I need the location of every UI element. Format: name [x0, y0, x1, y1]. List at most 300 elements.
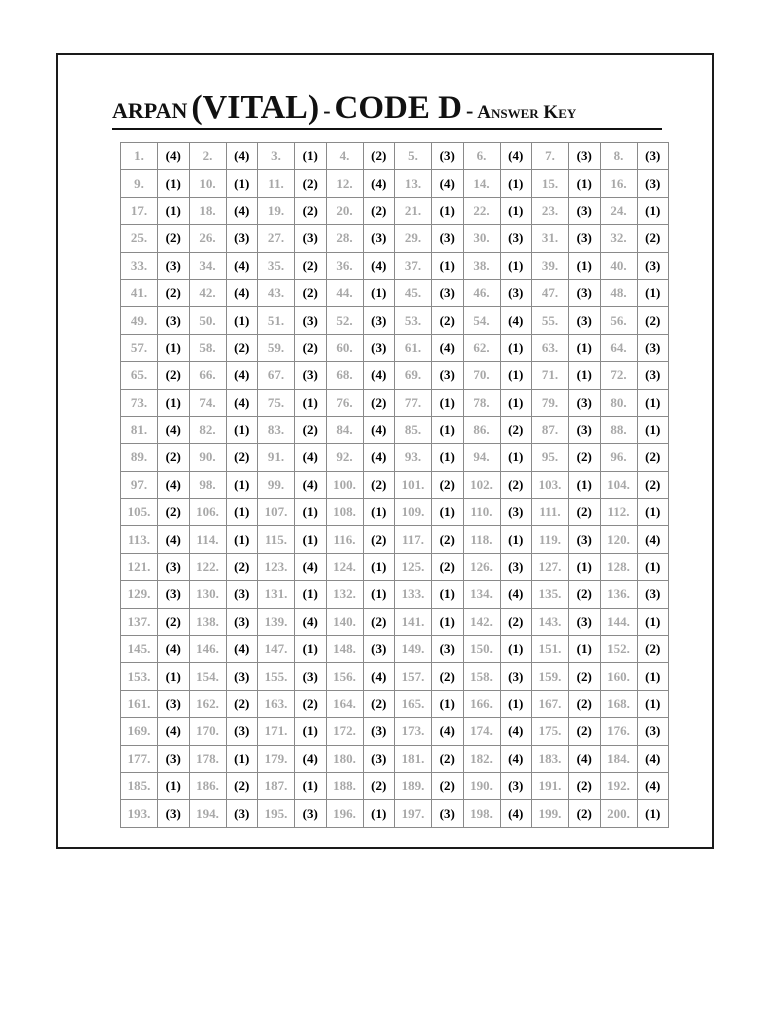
question-number: 141.	[395, 608, 432, 635]
question-number: 127.	[532, 553, 569, 580]
question-number: 17.	[121, 197, 158, 224]
question-number: 48.	[600, 279, 637, 306]
title-arpan: ARPAN	[112, 98, 188, 123]
table-row	[121, 471, 669, 498]
question-number: 123.	[258, 553, 295, 580]
question-number: 110.	[463, 499, 500, 526]
title-answer-key: Answer Key	[477, 102, 577, 123]
answer-cell: (2)	[295, 334, 327, 361]
question-number: 85.	[395, 416, 432, 443]
answer-cell: (2)	[432, 745, 464, 772]
question-number: 90.	[189, 444, 226, 471]
question-number: 133.	[395, 581, 432, 608]
question-number: 199.	[532, 800, 569, 827]
question-number: 176.	[600, 718, 637, 745]
question-number: 35.	[258, 252, 295, 279]
question-number: 82.	[189, 416, 226, 443]
question-number: 148.	[326, 636, 363, 663]
answer-cell: (3)	[432, 362, 464, 389]
answer-cell: (1)	[637, 197, 669, 224]
question-number: 9.	[121, 170, 158, 197]
answer-cell: (1)	[226, 307, 258, 334]
answer-cell: (1)	[363, 800, 395, 827]
answer-cell: (3)	[432, 279, 464, 306]
question-number: 13.	[395, 170, 432, 197]
table-row	[121, 499, 669, 526]
answer-cell: (2)	[432, 772, 464, 799]
answer-cell: (4)	[363, 252, 395, 279]
page-title	[112, 88, 662, 130]
question-number: 172.	[326, 718, 363, 745]
question-number: 71.	[532, 362, 569, 389]
table-row	[121, 334, 669, 361]
question-number: 42.	[189, 279, 226, 306]
question-number: 171.	[258, 718, 295, 745]
answer-cell: (2)	[569, 690, 601, 717]
question-number: 70.	[463, 362, 500, 389]
answer-cell: (3)	[158, 690, 190, 717]
answer-cell: (2)	[637, 636, 669, 663]
table-row	[121, 170, 669, 197]
question-number: 173.	[395, 718, 432, 745]
question-number: 81.	[121, 416, 158, 443]
question-number: 101.	[395, 471, 432, 498]
question-number: 57.	[121, 334, 158, 361]
answer-cell: (3)	[158, 581, 190, 608]
answer-cell: (4)	[363, 416, 395, 443]
answer-cell: (1)	[158, 170, 190, 197]
question-number: 6.	[463, 143, 500, 170]
answer-cell: (1)	[500, 170, 532, 197]
question-number: 168.	[600, 690, 637, 717]
answer-cell: (1)	[295, 581, 327, 608]
question-number: 155.	[258, 663, 295, 690]
answer-cell: (3)	[637, 362, 669, 389]
answer-cell: (1)	[226, 499, 258, 526]
question-number: 111.	[532, 499, 569, 526]
table-row	[121, 718, 669, 745]
answer-cell: (2)	[637, 471, 669, 498]
question-number: 160.	[600, 663, 637, 690]
question-number: 183.	[532, 745, 569, 772]
answer-cell: (2)	[295, 197, 327, 224]
question-number: 136.	[600, 581, 637, 608]
question-number: 159.	[532, 663, 569, 690]
answer-cell: (3)	[569, 197, 601, 224]
title-dash: -	[465, 98, 474, 123]
question-number: 95.	[532, 444, 569, 471]
answer-cell: (2)	[295, 170, 327, 197]
question-number: 134.	[463, 581, 500, 608]
question-number: 30.	[463, 225, 500, 252]
answer-cell: (4)	[226, 636, 258, 663]
answer-cell: (1)	[432, 581, 464, 608]
answer-cell: (1)	[637, 690, 669, 717]
answer-cell: (4)	[363, 170, 395, 197]
answer-cell: (4)	[363, 362, 395, 389]
question-number: 115.	[258, 526, 295, 553]
answer-cell: (2)	[363, 526, 395, 553]
question-number: 56.	[600, 307, 637, 334]
question-number: 19.	[258, 197, 295, 224]
question-number: 69.	[395, 362, 432, 389]
answer-cell: (4)	[432, 334, 464, 361]
question-number: 58.	[189, 334, 226, 361]
question-number: 187.	[258, 772, 295, 799]
answer-cell: (3)	[432, 225, 464, 252]
answer-cell: (4)	[295, 444, 327, 471]
question-number: 24.	[600, 197, 637, 224]
question-number: 37.	[395, 252, 432, 279]
answer-cell: (1)	[637, 389, 669, 416]
question-number: 39.	[532, 252, 569, 279]
table-row	[121, 800, 669, 827]
answer-cell: (3)	[432, 143, 464, 170]
answer-cell: (4)	[226, 362, 258, 389]
answer-cell: (1)	[158, 334, 190, 361]
answer-cell: (4)	[432, 718, 464, 745]
question-number: 60.	[326, 334, 363, 361]
question-number: 46.	[463, 279, 500, 306]
question-number: 3.	[258, 143, 295, 170]
answer-cell: (1)	[637, 553, 669, 580]
answer-cell: (1)	[569, 252, 601, 279]
answer-cell: (1)	[363, 553, 395, 580]
question-number: 77.	[395, 389, 432, 416]
answer-cell: (2)	[637, 444, 669, 471]
answer-cell: (1)	[295, 772, 327, 799]
question-number: 121.	[121, 553, 158, 580]
question-number: 62.	[463, 334, 500, 361]
question-number: 186.	[189, 772, 226, 799]
answer-cell: (4)	[158, 416, 190, 443]
question-number: 66.	[189, 362, 226, 389]
question-number: 177.	[121, 745, 158, 772]
answer-cell: (1)	[432, 444, 464, 471]
question-number: 98.	[189, 471, 226, 498]
answer-cell: (1)	[295, 143, 327, 170]
question-number: 67.	[258, 362, 295, 389]
answer-cell: (3)	[637, 252, 669, 279]
question-number: 140.	[326, 608, 363, 635]
question-number: 83.	[258, 416, 295, 443]
question-number: 31.	[532, 225, 569, 252]
table-row	[121, 636, 669, 663]
question-number: 28.	[326, 225, 363, 252]
question-number: 43.	[258, 279, 295, 306]
title-code: CODE D	[334, 90, 462, 126]
answer-cell: (3)	[500, 553, 532, 580]
question-number: 103.	[532, 471, 569, 498]
answer-cell: (2)	[363, 197, 395, 224]
table-row	[121, 444, 669, 471]
question-number: 25.	[121, 225, 158, 252]
question-number: 137.	[121, 608, 158, 635]
answer-cell: (1)	[226, 170, 258, 197]
question-number: 164.	[326, 690, 363, 717]
question-number: 166.	[463, 690, 500, 717]
answer-cell: (3)	[569, 279, 601, 306]
answer-cell: (4)	[432, 170, 464, 197]
answer-cell: (2)	[363, 690, 395, 717]
table-row	[121, 526, 669, 553]
answer-cell: (1)	[226, 526, 258, 553]
answer-cell: (1)	[637, 608, 669, 635]
answer-cell: (1)	[637, 800, 669, 827]
answer-cell: (1)	[363, 499, 395, 526]
question-number: 132.	[326, 581, 363, 608]
answer-cell: (1)	[226, 745, 258, 772]
answer-cell: (2)	[363, 143, 395, 170]
question-number: 124.	[326, 553, 363, 580]
answer-cell: (3)	[295, 663, 327, 690]
question-number: 36.	[326, 252, 363, 279]
question-number: 106.	[189, 499, 226, 526]
question-number: 113.	[121, 526, 158, 553]
question-number: 114.	[189, 526, 226, 553]
answer-cell: (1)	[432, 416, 464, 443]
question-number: 32.	[600, 225, 637, 252]
question-number: 190.	[463, 772, 500, 799]
question-number: 94.	[463, 444, 500, 471]
answer-cell: (1)	[500, 636, 532, 663]
answer-cell: (4)	[158, 143, 190, 170]
answer-cell: (2)	[500, 608, 532, 635]
question-number: 75.	[258, 389, 295, 416]
question-number: 153.	[121, 663, 158, 690]
answer-cell: (3)	[363, 307, 395, 334]
answer-cell: (4)	[569, 745, 601, 772]
question-number: 11.	[258, 170, 295, 197]
question-number: 93.	[395, 444, 432, 471]
answer-cell: (3)	[637, 718, 669, 745]
answer-cell: (1)	[158, 389, 190, 416]
answer-cell: (4)	[363, 444, 395, 471]
question-number: 29.	[395, 225, 432, 252]
question-number: 59.	[258, 334, 295, 361]
answer-cell: (2)	[363, 772, 395, 799]
question-number: 184.	[600, 745, 637, 772]
question-number: 178.	[189, 745, 226, 772]
answer-cell: (2)	[158, 499, 190, 526]
question-number: 192.	[600, 772, 637, 799]
question-number: 163.	[258, 690, 295, 717]
answer-cell: (3)	[226, 581, 258, 608]
answer-cell: (1)	[432, 389, 464, 416]
answer-cell: (2)	[158, 279, 190, 306]
answer-cell: (2)	[569, 663, 601, 690]
question-number: 21.	[395, 197, 432, 224]
question-number: 181.	[395, 745, 432, 772]
question-number: 193.	[121, 800, 158, 827]
answer-cell: (3)	[295, 225, 327, 252]
question-number: 129.	[121, 581, 158, 608]
answer-cell: (2)	[569, 499, 601, 526]
question-number: 156.	[326, 663, 363, 690]
question-number: 146.	[189, 636, 226, 663]
question-number: 49.	[121, 307, 158, 334]
answer-cell: (2)	[295, 690, 327, 717]
question-number: 194.	[189, 800, 226, 827]
answer-cell: (4)	[637, 772, 669, 799]
answer-cell: (1)	[295, 636, 327, 663]
answer-cell: (1)	[569, 362, 601, 389]
answer-cell: (1)	[432, 499, 464, 526]
question-number: 142.	[463, 608, 500, 635]
question-number: 7.	[532, 143, 569, 170]
question-number: 102.	[463, 471, 500, 498]
question-number: 99.	[258, 471, 295, 498]
answer-cell: (1)	[295, 718, 327, 745]
table-row	[121, 663, 669, 690]
answer-cell: (1)	[432, 608, 464, 635]
answer-key-table	[120, 142, 669, 828]
table-row	[121, 416, 669, 443]
answer-cell: (1)	[432, 197, 464, 224]
question-number: 44.	[326, 279, 363, 306]
answer-cell: (4)	[500, 143, 532, 170]
answer-cell: (3)	[569, 608, 601, 635]
question-number: 72.	[600, 362, 637, 389]
answer-cell: (1)	[500, 690, 532, 717]
answer-cell: (1)	[158, 663, 190, 690]
answer-cell: (4)	[226, 143, 258, 170]
question-number: 20.	[326, 197, 363, 224]
answer-cell: (4)	[295, 471, 327, 498]
answer-cell: (1)	[226, 471, 258, 498]
answer-cell: (1)	[295, 499, 327, 526]
question-number: 175.	[532, 718, 569, 745]
question-number: 189.	[395, 772, 432, 799]
answer-cell: (4)	[363, 663, 395, 690]
question-number: 87.	[532, 416, 569, 443]
question-number: 23.	[532, 197, 569, 224]
question-number: 150.	[463, 636, 500, 663]
question-number: 97.	[121, 471, 158, 498]
question-number: 73.	[121, 389, 158, 416]
answer-cell: (3)	[363, 745, 395, 772]
table-row	[121, 772, 669, 799]
answer-cell: (3)	[500, 499, 532, 526]
answer-cell: (2)	[432, 553, 464, 580]
answer-cell: (4)	[500, 581, 532, 608]
answer-cell: (4)	[295, 745, 327, 772]
question-number: 64.	[600, 334, 637, 361]
answer-cell: (3)	[363, 334, 395, 361]
table-row	[121, 389, 669, 416]
question-number: 104.	[600, 471, 637, 498]
question-number: 154.	[189, 663, 226, 690]
answer-cell: (2)	[500, 416, 532, 443]
question-number: 89.	[121, 444, 158, 471]
question-number: 18.	[189, 197, 226, 224]
answer-cell: (1)	[432, 690, 464, 717]
answer-cell: (3)	[569, 526, 601, 553]
answer-cell: (2)	[226, 772, 258, 799]
question-number: 14.	[463, 170, 500, 197]
question-number: 180.	[326, 745, 363, 772]
question-number: 10.	[189, 170, 226, 197]
question-number: 105.	[121, 499, 158, 526]
table-row	[121, 745, 669, 772]
answer-cell: (2)	[569, 800, 601, 827]
answer-cell: (4)	[500, 718, 532, 745]
question-number: 54.	[463, 307, 500, 334]
question-number: 26.	[189, 225, 226, 252]
answer-cell: (2)	[226, 553, 258, 580]
answer-cell: (4)	[226, 389, 258, 416]
question-number: 143.	[532, 608, 569, 635]
answer-cell: (2)	[637, 225, 669, 252]
answer-cell: (2)	[432, 526, 464, 553]
answer-cell: (1)	[295, 526, 327, 553]
answer-cell: (1)	[637, 279, 669, 306]
question-number: 86.	[463, 416, 500, 443]
question-number: 80.	[600, 389, 637, 416]
answer-cell: (3)	[226, 718, 258, 745]
answer-cell: (2)	[158, 608, 190, 635]
answer-cell: (2)	[432, 471, 464, 498]
answer-cell: (3)	[158, 800, 190, 827]
question-number: 4.	[326, 143, 363, 170]
answer-cell: (1)	[500, 197, 532, 224]
answer-cell: (3)	[500, 279, 532, 306]
answer-cell: (4)	[158, 526, 190, 553]
answer-cell: (4)	[500, 745, 532, 772]
question-number: 116.	[326, 526, 363, 553]
answer-cell: (4)	[158, 718, 190, 745]
question-number: 169.	[121, 718, 158, 745]
answer-cell: (4)	[637, 745, 669, 772]
answer-cell: (1)	[500, 334, 532, 361]
question-number: 78.	[463, 389, 500, 416]
question-number: 120.	[600, 526, 637, 553]
question-number: 41.	[121, 279, 158, 306]
table-row	[121, 581, 669, 608]
question-number: 76.	[326, 389, 363, 416]
title-vital: (VITAL)	[191, 89, 320, 126]
question-number: 109.	[395, 499, 432, 526]
question-number: 55.	[532, 307, 569, 334]
answer-cell: (4)	[637, 526, 669, 553]
answer-cell: (1)	[569, 636, 601, 663]
answer-cell: (2)	[363, 471, 395, 498]
answer-cell: (3)	[569, 143, 601, 170]
answer-cell: (3)	[637, 334, 669, 361]
answer-cell: (2)	[637, 307, 669, 334]
answer-cell: (1)	[432, 252, 464, 279]
answer-cell: (3)	[295, 307, 327, 334]
question-number: 88.	[600, 416, 637, 443]
answer-cell: (4)	[226, 279, 258, 306]
question-number: 158.	[463, 663, 500, 690]
question-number: 174.	[463, 718, 500, 745]
question-number: 40.	[600, 252, 637, 279]
question-number: 167.	[532, 690, 569, 717]
question-number: 27.	[258, 225, 295, 252]
question-number: 118.	[463, 526, 500, 553]
answer-cell: (1)	[363, 581, 395, 608]
table-row	[121, 690, 669, 717]
question-number: 22.	[463, 197, 500, 224]
answer-cell: (2)	[432, 307, 464, 334]
answer-cell: (3)	[569, 307, 601, 334]
question-number: 8.	[600, 143, 637, 170]
question-number: 152.	[600, 636, 637, 663]
question-number: 107.	[258, 499, 295, 526]
answer-cell: (1)	[500, 526, 532, 553]
answer-cell: (1)	[569, 170, 601, 197]
